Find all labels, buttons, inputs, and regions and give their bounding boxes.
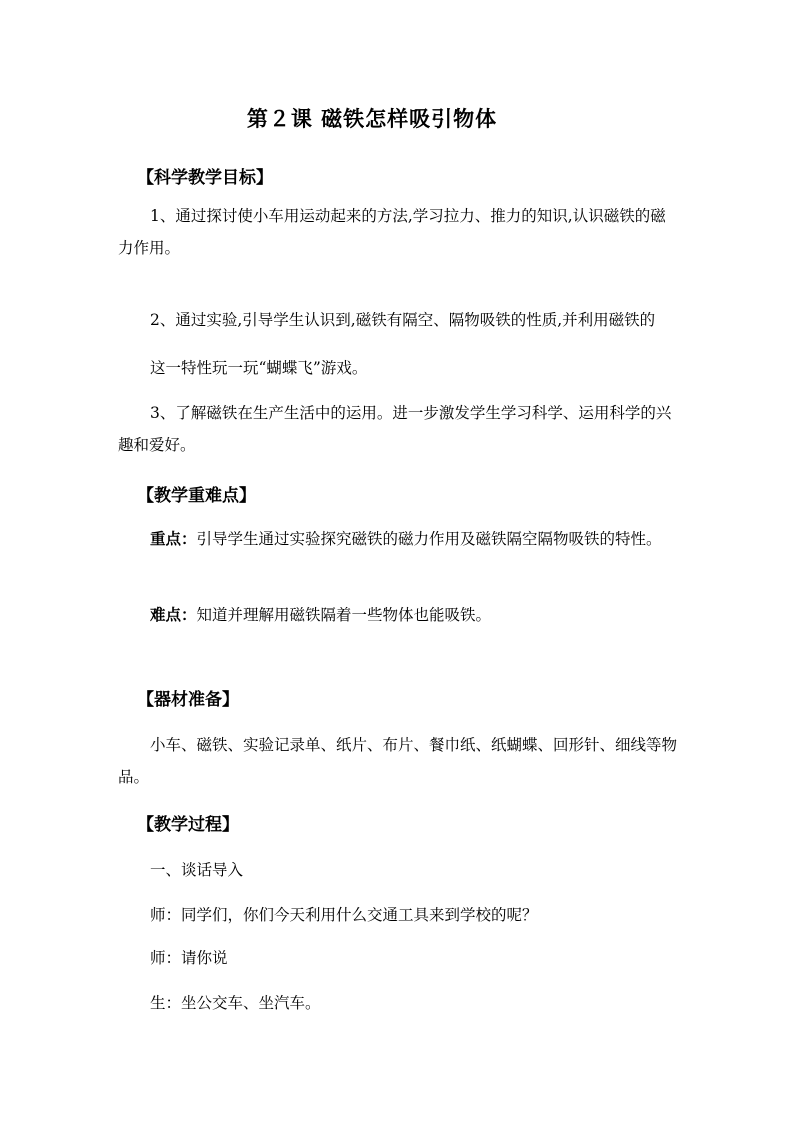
materials-text: 小车、磁铁、实验记录单、纸片、布片、餐巾纸、纸蝴蝶、回形针、细线等物品。	[118, 736, 678, 786]
objective-item-2: 2、通过实验,引导学生认识到,磁铁有隔空、隔物吸铁的性质,并利用磁铁的	[150, 311, 656, 329]
key-points-heading: 【教学重难点】	[137, 486, 256, 506]
key-point-focus	[118, 523, 678, 555]
objective-item-2-continuation: 这一特性玩一玩“蝴蝶飞”游戏。	[150, 359, 368, 377]
materials-heading: 【器材准备】	[137, 690, 239, 710]
process-line-3: 师：请你说	[150, 949, 228, 967]
lesson-title: 第２课 磁铁怎样吸引物体	[246, 106, 498, 131]
objective-item-1: 1、通过探讨使小车用运动起来的方法,学习拉力、推力的知识,认识磁铁的磁力作用。	[118, 207, 666, 257]
process-line-1: 一、谈话导入	[150, 861, 244, 879]
focus-label: 重点：	[150, 529, 197, 548]
difficulty-text: 知道并理解用磁铁隔着一些物体也能吸铁。	[196, 606, 492, 624]
objective-item-3: 3、了解磁铁在生产生活中的运用。进一步激发学生学习科学、运用科学的兴趣和爱好。	[118, 404, 672, 454]
objectives-heading: 【科学教学目标】	[137, 168, 273, 188]
process-line-2: 师：同学们，你们今天利用什么交通工具来到学校的呢？	[150, 906, 538, 924]
difficulty-label: 难点：	[150, 605, 197, 624]
process-heading: 【教学过程】	[137, 815, 239, 835]
focus-text: 引导学生通过实验探究磁铁的磁力作用及磁铁隔空隔物吸铁的特性。	[196, 530, 662, 548]
process-line-4: 生：坐公交车、坐汽车。	[150, 994, 321, 1012]
key-point-difficulty	[150, 599, 491, 631]
